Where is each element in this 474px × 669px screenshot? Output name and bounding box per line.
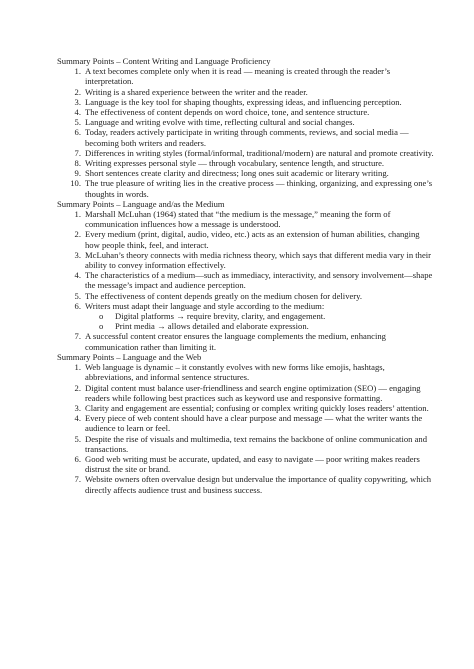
section-language-web: [57, 352, 434, 495]
item-number: 4.: [74, 270, 81, 281]
item-number: 10.: [70, 178, 81, 189]
list-item: [57, 127, 434, 147]
list-item: [57, 87, 434, 97]
item-number: 1.: [74, 66, 81, 77]
section-content-writing: [57, 56, 434, 199]
list-item: [57, 158, 434, 168]
item-number: 5.: [74, 433, 81, 444]
item-text: The true pleasure of writing lies in the creative process — thinking, organizing, and expressing one’s thoughts in words.: [85, 178, 433, 199]
item-text: Clarity and engagement are essential; confusing or complex writing quickly loses readers’ attention.: [85, 402, 429, 413]
list-item: [57, 97, 434, 107]
section-title: Summary Points – Language and/as the Medium: [57, 198, 225, 209]
item-text: Digital content must balance user-friendliness and search engine optimization (SEO) — engaging readers while following best practices such as keyword use and responsive formatting.: [85, 382, 421, 403]
item-text: Language is the key tool for shaping thoughts, expressing ideas, and influencing perception.: [85, 96, 402, 107]
item-text: The characteristics of a medium—such as immediacy, interactivity, and sensory involvement—shape the message’s impact and audience perception.: [85, 270, 433, 291]
item-number: 2.: [74, 382, 81, 393]
list-item: [57, 229, 434, 249]
item-number: 6.: [74, 453, 81, 464]
sub-list: [85, 311, 434, 331]
item-text: Writers must adapt their language and style according to the medium:: [85, 300, 325, 311]
section-title: Summary Points – Language and the Web: [57, 351, 202, 362]
list-item: [57, 209, 434, 229]
item-text: Differences in writing styles (formal/informal, traditional/modern) are natural and promote creativity.: [85, 147, 434, 158]
list-item: [57, 250, 434, 270]
circle-bullet-icon: o: [99, 311, 104, 322]
list-item: [57, 413, 434, 433]
item-number: 4.: [74, 413, 81, 424]
list-item: [57, 434, 434, 454]
circle-bullet-icon: o: [99, 321, 104, 332]
item-text: Short sentences create clarity and directness; long ones suit academic or literary writing.: [85, 168, 389, 179]
sub-item-text: Print media → allows detailed and elaborate expression.: [115, 321, 309, 332]
list-item: [57, 168, 434, 178]
summary-list: [57, 209, 434, 352]
item-number: 6.: [74, 127, 81, 138]
list-item: [57, 331, 434, 351]
item-number: 5.: [74, 290, 81, 301]
item-number: 9.: [74, 168, 81, 179]
list-item: [57, 383, 434, 403]
item-number: 7.: [74, 474, 81, 485]
item-text: Every medium (print, digital, audio, video, etc.) acts as an extension of human abilities, changing how people think, feel, and interact.: [85, 229, 420, 250]
item-text: Language and writing evolve with time, reflecting cultural and social changes.: [85, 117, 355, 128]
list-item: [57, 291, 434, 301]
item-text: Marshall McLuhan (1964) stated that “the medium is the message,” meaning the form of communication influences how a message is understood.: [85, 209, 391, 230]
sub-list-item: [85, 311, 434, 321]
list-item: [57, 301, 434, 332]
item-number: 4.: [74, 107, 81, 118]
item-number: 1.: [74, 362, 81, 373]
item-text: The effectiveness of content depends on word choice, tone, and sentence structure.: [85, 107, 370, 118]
list-item: [57, 474, 434, 494]
summary-list: [57, 66, 434, 199]
list-item: [57, 270, 434, 290]
item-number: 1.: [74, 209, 81, 220]
item-text: Despite the rise of visuals and multimedia, text remains the backbone of online communication and transactions.: [85, 433, 427, 454]
item-text: A text becomes complete only when it is read — meaning is created through the reader’s interpretation.: [85, 66, 391, 87]
sub-list-item: [85, 321, 434, 331]
item-text: Writing is a shared experience between the writer and the reader.: [85, 86, 308, 97]
item-text: Today, readers actively participate in writing through comments, reviews, and social media — becoming both writers and readers.: [85, 127, 409, 148]
item-number: 8.: [74, 158, 81, 169]
item-text: The effectiveness of content depends greatly on the medium chosen for delivery.: [85, 290, 363, 301]
item-number: 6.: [74, 300, 81, 311]
list-item: [57, 178, 434, 198]
item-number: 2.: [74, 229, 81, 240]
item-number: 3.: [74, 402, 81, 413]
item-number: 5.: [74, 117, 81, 128]
section-language-medium: [57, 199, 434, 352]
item-text: Website owners often overvalue design but undervalue the importance of quality copywriting, which directly affects audience trust and business success.: [85, 474, 432, 495]
item-number: 3.: [74, 96, 81, 107]
list-item: [57, 107, 434, 117]
item-text: Writing expresses personal style — through vocabulary, sentence length, and structure.: [85, 158, 385, 169]
sub-item-text: Digital platforms → require brevity, clarity, and engagement.: [115, 311, 326, 322]
list-item: [57, 66, 434, 86]
item-text: Good web writing must be accurate, updated, and easy to navigate — poor writing makes readers distrust the site or brand.: [85, 453, 420, 475]
section-title: Summary Points – Content Writing and Language Proficiency: [57, 56, 271, 66]
item-text: A successful content creator ensures the language complements the medium, enhancing communication rather than limiting it.: [85, 331, 386, 352]
list-item: [57, 117, 434, 127]
item-number: 3.: [74, 249, 81, 260]
list-item: [57, 362, 434, 382]
summary-list: [57, 362, 434, 495]
item-number: 2.: [74, 86, 81, 97]
item-number: 7.: [74, 331, 81, 342]
list-item: [57, 148, 434, 158]
list-item: [57, 454, 434, 474]
item-text: Every piece of web content should have a clear purpose and message — what the writer wants the audience to learn or feel.: [85, 413, 423, 434]
item-text: McLuhan’s theory connects with media richness theory, which says that different media vary in their ability to convey information effectively.: [85, 249, 432, 271]
item-text: Web language is dynamic – it constantly evolves with new forms like emojis, hashtags, abbreviations, and informal sentence structures.: [85, 362, 385, 383]
list-item: [57, 403, 434, 413]
item-number: 7.: [74, 147, 81, 158]
